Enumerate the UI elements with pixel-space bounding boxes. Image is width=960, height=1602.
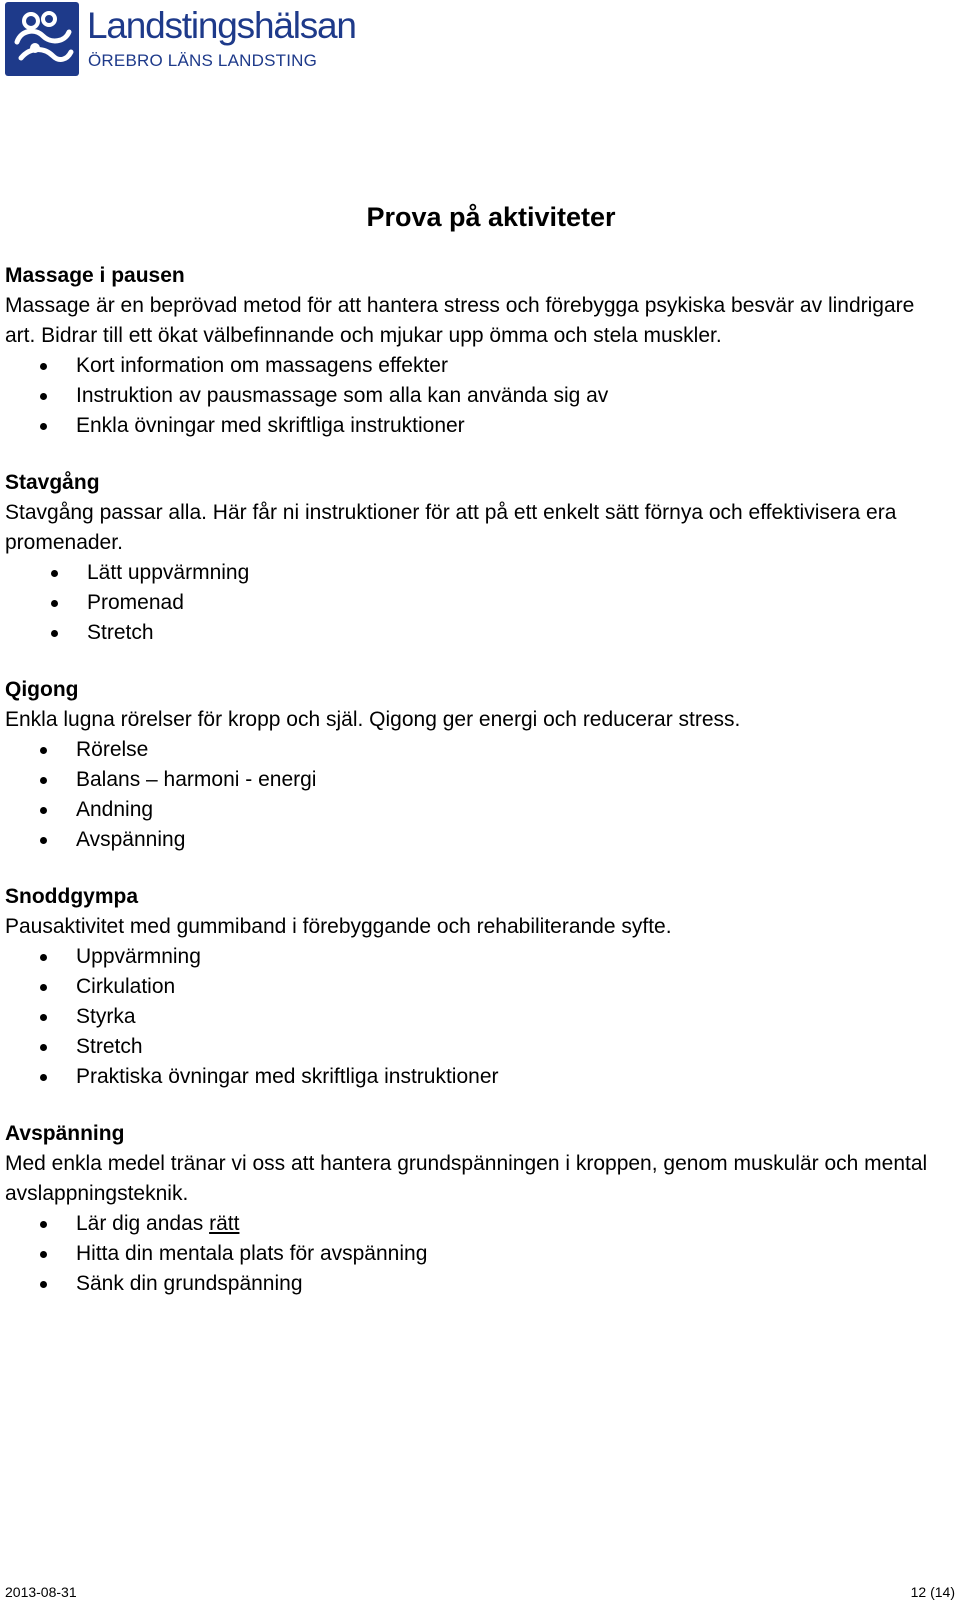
list-item: Andning [5, 795, 935, 825]
section-text: Stavgång passar alla. Här får ni instruktioner för att på ett enkelt sätt förnya och effektivisera era promenader. [5, 501, 897, 554]
list-item: Cirkulation [5, 972, 935, 1002]
bullet-icon [40, 984, 47, 991]
logo-mark-icon [5, 2, 79, 76]
section-qigong [5, 675, 935, 855]
section-snoddgympa [5, 882, 935, 1092]
bullet-list [5, 942, 935, 1092]
bullet-icon [40, 954, 47, 961]
list-item: Lätt uppvärmning [5, 558, 935, 588]
bullet-icon [40, 1044, 47, 1051]
bullet-icon [40, 1014, 47, 1021]
section-massage [5, 261, 935, 441]
list-item: Enkla övningar med skriftliga instruktioner [5, 411, 935, 441]
section-heading: Snoddgympa [5, 885, 139, 908]
section-heading: Avspänning [5, 1122, 125, 1145]
list-item: Kort information om massagens effekter [5, 351, 935, 381]
bullet-icon [40, 747, 47, 754]
bullet-icon [51, 570, 58, 577]
section-text: Enkla lugna rörelser för kropp och själ. Qigong ger energi och reducerar stress. [5, 708, 741, 731]
bullet-icon [40, 1251, 47, 1258]
bullet-icon [40, 807, 47, 814]
bullet-icon [40, 1221, 47, 1228]
list-item: Stretch [5, 1032, 935, 1062]
section-stavgang [5, 468, 935, 648]
footer-page-number: 12 (14) [910, 1584, 955, 1600]
list-item: Promenad [5, 588, 935, 618]
logo-name: Landstingshälsan [87, 5, 356, 46]
section-heading: Massage i pausen [5, 264, 185, 287]
list-item: Praktiska övningar med skriftliga instruktioner [5, 1062, 935, 1092]
section-heading: Stavgång [5, 471, 100, 494]
bullet-icon [51, 630, 58, 637]
bullet-icon [40, 1074, 47, 1081]
section-text: Pausaktivitet med gummiband i förebyggande och rehabiliterande syfte. [5, 915, 672, 938]
list-item: Instruktion av pausmassage som alla kan använda sig av [5, 381, 935, 411]
bullet-icon [40, 423, 47, 430]
list-item: Styrka [5, 1002, 935, 1032]
section-avspanning [5, 1119, 935, 1299]
footer-date: 2013-08-31 [5, 1584, 77, 1600]
list-item: Hitta din mentala plats för avspänning [5, 1239, 935, 1269]
section-heading: Qigong [5, 678, 79, 701]
list-item: Lär dig andas rätt [5, 1209, 935, 1239]
list-item: Balans – harmoni - energi [5, 765, 935, 795]
bullet-icon [40, 393, 47, 400]
bullet-icon [40, 777, 47, 784]
bullet-icon [51, 600, 58, 607]
bullet-icon [40, 837, 47, 844]
bullet-list [5, 735, 935, 855]
logo-subtitle: ÖREBRO LÄNS LANDSTING [88, 51, 318, 70]
list-item: Uppvärmning [5, 942, 935, 972]
list-item: Stretch [5, 618, 935, 648]
bullet-icon [40, 1281, 47, 1288]
underlined-word: rätt [209, 1212, 240, 1235]
bullet-list [5, 558, 935, 648]
list-item: Avspänning [5, 825, 935, 855]
bullet-list [5, 351, 935, 441]
list-item: Sänk din grundspänning [5, 1269, 935, 1299]
section-text: Med enkla medel tränar vi oss att hantera grundspänningen i kroppen, genom muskulär och mental avslappningsteknik. [5, 1152, 928, 1205]
bullet-list [5, 1209, 935, 1299]
section-text: Massage är en beprövad metod för att hantera stress och förebygga psykiska besvär av lindrigare art. Bidrar till ett ökat välbefinnande och mjukar upp ömma och stela muskler. [5, 294, 915, 347]
list-item: Rörelse [5, 735, 935, 765]
logo [5, 2, 355, 78]
page-title: Prova på aktiviteter [366, 202, 616, 232]
bullet-icon [40, 363, 47, 370]
